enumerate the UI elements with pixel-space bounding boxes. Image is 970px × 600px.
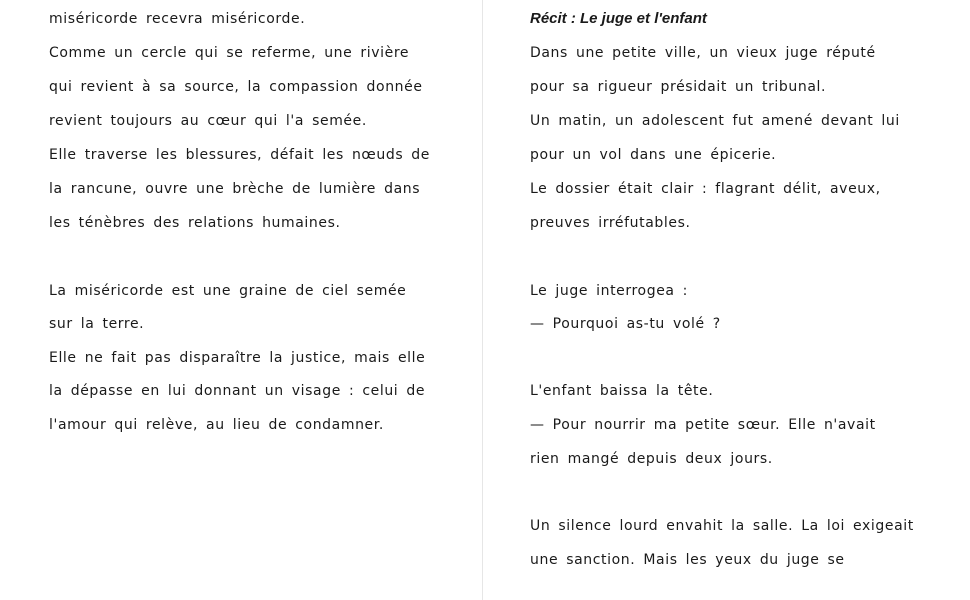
- right-line-9: L'enfant baissa la tête.: [530, 383, 714, 399]
- left-line-8: La miséricorde est une graine de ciel semée: [49, 283, 407, 299]
- left-line-10: Elle ne fait pas disparaître la justice, mais elle: [49, 350, 426, 366]
- right-line-13: une sanction. Mais les yeux du juge se: [530, 552, 845, 568]
- right-line-8: — Pourquoi as-tu volé ?: [530, 316, 721, 332]
- left-line-3: qui revient à sa source, la compassion donnée: [49, 79, 423, 95]
- left-line-1: miséricorde recevra miséricorde.: [49, 11, 306, 27]
- right-line-4: pour un vol dans une épicerie.: [530, 147, 777, 163]
- left-page: [0, 0, 482, 600]
- right-line-1: Dans une petite ville, un vieux juge réputé: [530, 45, 876, 61]
- left-line-7: les ténèbres des relations humaines.: [49, 215, 341, 231]
- right-line-11: rien mangé depuis deux jours.: [530, 451, 773, 467]
- right-line-6: preuves irréfutables.: [530, 215, 691, 231]
- right-line-10: — Pour nourrir ma petite sœur. Elle n'avait: [530, 417, 876, 433]
- left-line-12: l'amour qui relève, au lieu de condamner.: [49, 417, 384, 433]
- right-line-2: pour sa rigueur présidait un tribunal.: [530, 79, 827, 95]
- right-line-5: Le dossier était clair : flagrant délit, aveux,: [530, 181, 881, 197]
- right-page: [483, 0, 970, 600]
- right-line-7: Le juge interrogea :: [530, 283, 688, 299]
- left-line-5: Elle traverse les blessures, défait les nœuds de: [49, 147, 430, 163]
- right-line-12: Un silence lourd envahit la salle. La loi exigeait: [530, 518, 914, 534]
- left-line-11: la dépasse en lui donnant un visage : celui de: [49, 383, 426, 399]
- right-line-3: Un matin, un adolescent fut amené devant lui: [530, 113, 900, 129]
- left-line-4: revient toujours au cœur qui l'a semée.: [49, 113, 367, 129]
- left-line-2: Comme un cercle qui se referme, une rivière: [49, 45, 410, 61]
- left-line-6: la rancune, ouvre une brèche de lumière dans: [49, 181, 421, 197]
- left-line-9: sur la terre.: [49, 316, 145, 332]
- story-title: Récit : Le juge et l'enfant: [530, 10, 707, 27]
